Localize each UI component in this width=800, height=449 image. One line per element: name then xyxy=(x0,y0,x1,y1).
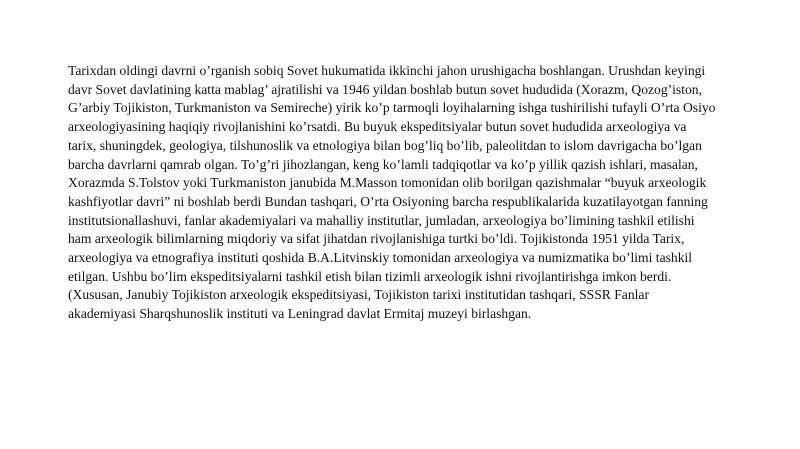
paragraph-line: Tarixdan oldingi davrni o’rganish sobiq Sovet hukumatida ikkinchi jahon urushigacha boshlangan. Urushdan keyingi xyxy=(68,63,706,78)
paragraph-line: kashfiyotlar davri” ni boshlab berdi Bundan tashqari, O’rta Osiyoning barcha respublikalarida kuzatilayotgan fanning xyxy=(68,193,708,209)
paragraph-line: institutsionallashuvi, fanlar akademiyalari va mahalliy institutlar, jumladan, arxeologiya bo’limining tashkil etilishi xyxy=(68,212,695,228)
paragraph-line: G’arbiy Tojikiston, Turkmaniston va Semireche) yirik ko’p tarmoqli loyihalarning ishga tushirilishi tufayli O’rta Osiyo xyxy=(68,100,716,116)
paragraph-line: arxeologiya va etnografiya instituti qoshida B.A.Litvinskiy tomonidan arxeologiya va numizmatika bo’limi tashkil xyxy=(68,250,693,266)
paragraph-line: davr Sovet davlatining katta mablag’ ajratilishi va 1946 yildan boshlab butun sovet hududida (Xorazm, Qozog’iston, xyxy=(68,81,702,97)
paragraph-line: etilgan. Ushbu bo’lim ekspeditsiyalarni tashkil etish bilan tizimli arxeologik ishni rivojlantirishga imkon berdi. xyxy=(68,268,672,284)
paragraph-line: arxeologiyasining haqiqiy rivojlanishini ko’rsatdi. Bu buyuk ekspeditsiyalar butun sovet hududida arxeologiya va xyxy=(68,119,687,135)
paragraph-line: akademiyasi Sharqshunoslik instituti va Leningrad davlat Ermitaj muzeyi birlashgan. xyxy=(68,306,532,322)
paragraph-line: Xorazmda S.Tolstov yoki Turkmaniston janubida M.Masson tomonidan olib borilgan qazishmalar “buyuk arxeologik xyxy=(68,175,707,191)
paragraph-line: (Xususan, Janubiy Tojikiston arxeologik ekspeditsiyasi, Tojikiston tarixi institutidan tashqari, SSSR Fanlar xyxy=(68,287,649,303)
body-paragraph xyxy=(68,62,788,324)
paragraph-line: barcha davrlarni qamrab olgan. To’g’ri jihozlangan, keng ko’lamli tadqiqotlar va ko’p yillik qazish ishlari, masalan, xyxy=(68,156,698,172)
paragraph-line: tarix, shuningdek, geologiya, tilshunoslik va etnologiya bilan bog’liq bo’lib, paleolitdan to islom davrigacha bo’lgan xyxy=(68,137,702,153)
paragraph-line: ham arxeologik bilimlarning miqdoriy va sifat jihatdan rivojlanishiga turtki bo’ldi. Tojikistonda 1951 yilda Tarix, xyxy=(68,231,685,247)
